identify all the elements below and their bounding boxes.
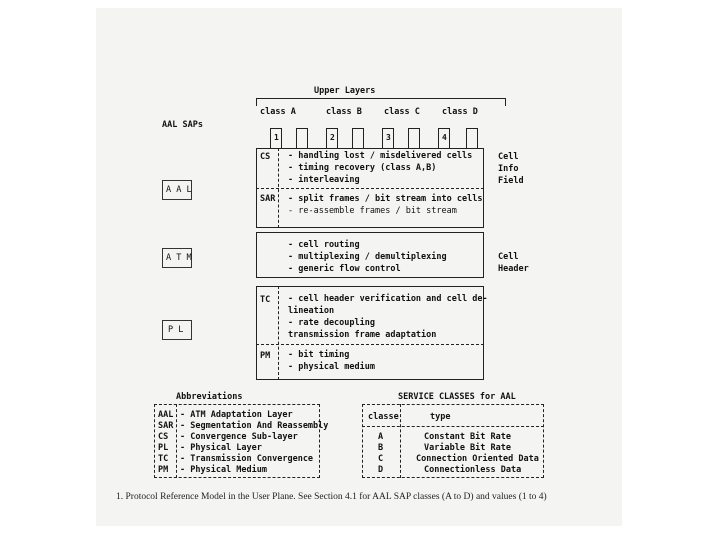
atm-line-2: - multiplexing / demultiplexing bbox=[288, 252, 447, 262]
class-label-a: class A bbox=[260, 107, 296, 117]
sap-connector bbox=[408, 128, 420, 148]
class-label-d: class D bbox=[442, 107, 478, 117]
tc-line-3: - rate decoupling bbox=[288, 318, 375, 328]
tc-line-4: transmission frame adaptation bbox=[288, 330, 437, 340]
abbr-row: TC bbox=[158, 454, 169, 464]
sap-number-1: 1 bbox=[274, 133, 279, 142]
abbreviations-title: Abbreviations bbox=[176, 392, 243, 402]
tc-tag: TC bbox=[260, 295, 271, 305]
abbr-row: CS bbox=[158, 432, 169, 442]
service-class-type: Connection Oriented Data bbox=[416, 454, 539, 464]
sar-tag: SAR bbox=[260, 194, 276, 204]
service-classes-col-divider bbox=[400, 404, 401, 478]
cs-line-3: - interleaving bbox=[288, 175, 360, 185]
sar-line-1: - split frames / bit stream into cells bbox=[288, 194, 483, 204]
service-class-type: Constant Bit Rate bbox=[424, 432, 511, 442]
pm-tag: PM bbox=[260, 351, 271, 361]
pm-line-2: - physical medium bbox=[288, 362, 375, 372]
sap-connector bbox=[466, 128, 478, 148]
service-class-type: Connectionless Data bbox=[424, 465, 522, 475]
atm-layer-label: A T M bbox=[166, 253, 192, 263]
cs-sar-divider bbox=[256, 188, 484, 189]
cs-line-2: - timing recovery (class A,B) bbox=[288, 163, 437, 173]
sap-number-4: 4 bbox=[442, 133, 447, 142]
pm-line-1: - bit timing bbox=[288, 350, 350, 360]
aal-layer-label: A A L bbox=[166, 185, 192, 195]
service-class-row: A bbox=[378, 432, 384, 442]
service-class-row: C bbox=[378, 454, 384, 464]
scanned-page bbox=[96, 8, 622, 526]
cell-info-label-1: Cell bbox=[498, 152, 519, 162]
abbr-desc: - Physical Layer bbox=[180, 443, 262, 453]
sap-number-3: 3 bbox=[386, 133, 391, 142]
abbr-desc: - Physical Medium bbox=[180, 465, 267, 475]
cell-header-label-1: Cell bbox=[498, 252, 519, 262]
abbr-row: AAL bbox=[158, 410, 174, 420]
abbr-desc: - Convergence Sub-layer bbox=[180, 432, 298, 442]
aal-saps-label: AAL SAPs bbox=[162, 120, 203, 130]
service-classes-col-type: type bbox=[430, 412, 451, 422]
service-classes-col-classe: classe bbox=[368, 412, 399, 422]
service-classes-header-divider bbox=[362, 426, 544, 427]
sap-number-2: 2 bbox=[330, 133, 335, 142]
cs-tag: CS bbox=[260, 152, 271, 162]
service-class-row: D bbox=[378, 465, 384, 475]
sar-line-2: - re-assemble frames / bit stream bbox=[288, 206, 457, 216]
tc-line-2: lineation bbox=[288, 306, 335, 316]
cell-info-label-3: Field bbox=[498, 176, 524, 186]
class-label-c: class C bbox=[384, 107, 420, 117]
cs-line-1: - handling lost / misdelivered cells bbox=[288, 151, 473, 161]
pl-inner-divider bbox=[278, 286, 279, 380]
tc-pm-divider bbox=[256, 344, 484, 345]
figure-caption: 1. Protocol Reference Model in the User Plane. See Section 4.1 for AAL SAP classes (A to D) and values (1 to 4) bbox=[116, 492, 547, 502]
abbr-row: PM bbox=[158, 465, 169, 475]
abbr-desc: - Segmentation And Reassembly bbox=[180, 421, 329, 431]
service-class-row: B bbox=[378, 443, 384, 453]
pl-layer-label: P L bbox=[168, 325, 184, 335]
abbr-desc: - Transmission Convergence bbox=[180, 454, 314, 464]
abbr-desc: - ATM Adaptation Layer bbox=[180, 410, 293, 420]
abbr-row: SAR bbox=[158, 421, 174, 431]
tc-line-1: - cell header verification and cell de- bbox=[288, 294, 488, 304]
atm-line-3: - generic flow control bbox=[288, 264, 401, 274]
sap-connector bbox=[296, 128, 308, 148]
abbr-row: PL bbox=[158, 443, 169, 453]
abbreviations-divider bbox=[176, 404, 177, 478]
service-class-type: Variable Bit Rate bbox=[424, 443, 511, 453]
cell-header-label-2: Header bbox=[498, 264, 529, 274]
class-label-b: class B bbox=[326, 107, 362, 117]
upper-layers-label: Upper Layers bbox=[314, 86, 376, 96]
sap-connector bbox=[352, 128, 364, 148]
cell-info-label-2: Info bbox=[498, 164, 519, 174]
upper-layers-bracket bbox=[256, 98, 506, 106]
atm-line-1: - cell routing bbox=[288, 240, 360, 250]
service-classes-title: SERVICE CLASSES for AAL bbox=[398, 392, 516, 402]
